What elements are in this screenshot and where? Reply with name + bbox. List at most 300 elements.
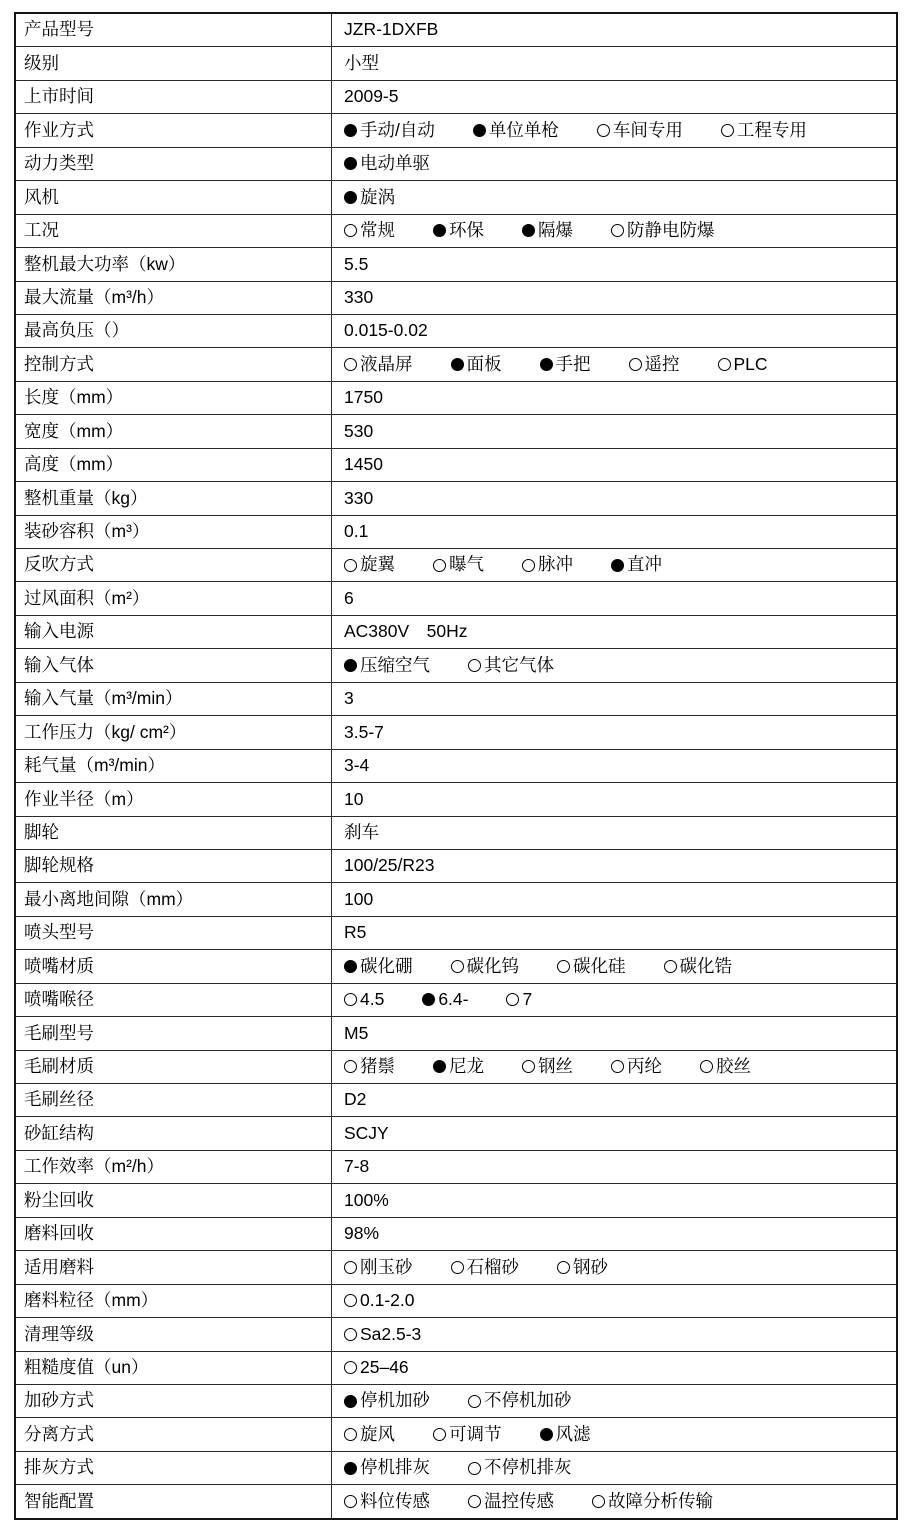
spec-option bbox=[473, 119, 559, 140]
option-text: 遥控 bbox=[644, 353, 680, 374]
spec-label: 脚轮 bbox=[16, 817, 332, 849]
radio-filled-icon bbox=[540, 1428, 553, 1441]
radio-hollow-icon bbox=[344, 993, 357, 1006]
spec-value bbox=[332, 984, 896, 1016]
spec-option bbox=[344, 1292, 414, 1310]
spec-row bbox=[16, 1218, 896, 1251]
option-text: 6 bbox=[344, 587, 354, 608]
spec-plain-value bbox=[344, 757, 369, 775]
option-text: 石榴砂 bbox=[466, 1256, 519, 1277]
radio-hollow-icon bbox=[344, 1060, 357, 1073]
radio-hollow-icon bbox=[629, 358, 642, 371]
spec-row bbox=[16, 14, 896, 47]
spec-row bbox=[16, 47, 896, 80]
spec-label: 喷嘴材质 bbox=[16, 950, 332, 982]
option-text: M5 bbox=[344, 1022, 369, 1043]
spec-option bbox=[522, 222, 573, 240]
option-text: R5 bbox=[344, 922, 367, 943]
spec-value bbox=[332, 449, 896, 481]
spec-option bbox=[468, 1392, 572, 1410]
spec-option bbox=[344, 186, 395, 207]
spec-row bbox=[16, 1151, 896, 1184]
spec-row bbox=[16, 282, 896, 315]
option-text: 曝气 bbox=[449, 554, 484, 575]
option-text: 530 bbox=[344, 420, 374, 441]
spec-value bbox=[332, 1318, 896, 1350]
spec-row bbox=[16, 114, 896, 147]
spec-plain-value bbox=[344, 487, 374, 508]
spec-value bbox=[332, 1051, 896, 1083]
spec-plain-value bbox=[344, 721, 384, 742]
spec-plain-value bbox=[344, 389, 383, 407]
spec-option bbox=[344, 1356, 409, 1377]
spec-row bbox=[16, 215, 896, 248]
option-text: Sa2.5-3 bbox=[360, 1323, 422, 1344]
spec-option bbox=[451, 1256, 520, 1277]
spec-row bbox=[16, 81, 896, 114]
option-text: 100/25/R23 bbox=[344, 855, 435, 876]
spec-row bbox=[16, 248, 896, 281]
spec-value bbox=[332, 1352, 896, 1384]
radio-hollow-icon bbox=[344, 1428, 357, 1441]
option-text: AC380V 50Hz bbox=[344, 621, 468, 642]
spec-option bbox=[433, 1423, 502, 1444]
spec-label: 输入气体 bbox=[16, 649, 332, 681]
spec-value bbox=[332, 382, 896, 414]
spec-value bbox=[332, 950, 896, 982]
radio-hollow-icon bbox=[611, 224, 624, 237]
option-text: 3.5-7 bbox=[344, 721, 384, 742]
spec-row bbox=[16, 850, 896, 883]
radio-filled-icon bbox=[344, 1395, 357, 1408]
spec-plain-value bbox=[344, 88, 399, 106]
spec-option bbox=[611, 556, 662, 574]
option-text: PLC bbox=[733, 353, 768, 374]
option-text: 单位单枪 bbox=[488, 119, 559, 140]
option-text: 钢砂 bbox=[573, 1256, 608, 1277]
spec-row bbox=[16, 1318, 896, 1351]
spec-option bbox=[629, 353, 680, 374]
radio-hollow-icon bbox=[506, 993, 519, 1006]
option-text: 丙纶 bbox=[627, 1056, 662, 1077]
spec-row bbox=[16, 1017, 896, 1050]
spec-value bbox=[332, 14, 896, 46]
radio-filled-icon bbox=[473, 124, 486, 137]
option-text: 刚玉砂 bbox=[360, 1256, 413, 1277]
spec-row bbox=[16, 148, 896, 181]
option-text: 1750 bbox=[344, 387, 383, 408]
spec-option bbox=[344, 1323, 422, 1344]
spec-value bbox=[332, 148, 896, 180]
spec-option bbox=[506, 991, 532, 1009]
spec-option bbox=[433, 556, 484, 574]
spec-value bbox=[332, 181, 896, 213]
spec-option bbox=[344, 1058, 395, 1076]
spec-plain-value bbox=[344, 1122, 389, 1143]
radio-hollow-icon bbox=[344, 559, 357, 572]
spec-option bbox=[422, 991, 468, 1009]
radio-hollow-icon bbox=[557, 960, 570, 973]
spec-value bbox=[332, 1251, 896, 1283]
radio-hollow-icon bbox=[718, 358, 731, 371]
spec-row bbox=[16, 1051, 896, 1084]
spec-row bbox=[16, 950, 896, 983]
option-text: 液晶屏 bbox=[360, 353, 413, 374]
option-text: 6.4- bbox=[438, 989, 469, 1010]
spec-label: 粉尘回收 bbox=[16, 1184, 332, 1216]
spec-plain-value bbox=[344, 52, 379, 73]
spec-label: 毛刷型号 bbox=[16, 1017, 332, 1049]
option-text: 刹车 bbox=[344, 821, 379, 842]
spec-value bbox=[332, 716, 896, 748]
spec-label: 高度（mm） bbox=[16, 449, 332, 481]
spec-row bbox=[16, 1485, 896, 1517]
spec-value bbox=[332, 315, 896, 347]
spec-plain-value bbox=[344, 286, 374, 307]
spec-label: 磨料粒径（mm） bbox=[16, 1285, 332, 1317]
spec-value bbox=[332, 1485, 896, 1517]
spec-label: 最大流量（m³/h） bbox=[16, 282, 332, 314]
spec-label: 装砂容积（m³） bbox=[16, 516, 332, 548]
spec-label: 毛刷丝径 bbox=[16, 1084, 332, 1116]
spec-label: 输入电源 bbox=[16, 616, 332, 648]
radio-hollow-icon bbox=[344, 1328, 357, 1341]
option-text: 停机排灰 bbox=[360, 1457, 430, 1478]
spec-plain-value bbox=[344, 788, 364, 809]
spec-label: 毛刷材质 bbox=[16, 1051, 332, 1083]
spec-value bbox=[332, 1017, 896, 1049]
spec-label: 工况 bbox=[16, 215, 332, 247]
spec-option bbox=[344, 556, 395, 574]
spec-option bbox=[344, 1423, 395, 1444]
spec-value bbox=[332, 683, 896, 715]
spec-row bbox=[16, 549, 896, 582]
option-text: 不停机排灰 bbox=[484, 1457, 572, 1478]
option-text: 3 bbox=[344, 688, 354, 709]
radio-hollow-icon bbox=[344, 1294, 357, 1307]
spec-option bbox=[451, 955, 520, 976]
radio-hollow-icon bbox=[721, 124, 734, 137]
spec-value bbox=[332, 783, 896, 815]
spec-value bbox=[332, 248, 896, 280]
option-text: 压缩空气 bbox=[360, 654, 430, 675]
option-text: JZR-1DXFB bbox=[344, 19, 439, 40]
spec-option bbox=[468, 1459, 572, 1477]
spec-row bbox=[16, 1184, 896, 1217]
spec-label: 产品型号 bbox=[16, 14, 332, 46]
radio-hollow-icon bbox=[557, 1261, 570, 1274]
spec-value bbox=[332, 1151, 896, 1183]
radio-hollow-icon bbox=[522, 1060, 535, 1073]
spec-label: 控制方式 bbox=[16, 348, 332, 380]
radio-filled-icon bbox=[611, 559, 624, 572]
option-text: 车间专用 bbox=[612, 119, 683, 140]
spec-plain-value bbox=[344, 821, 379, 842]
spec-row bbox=[16, 1385, 896, 1418]
spec-value bbox=[332, 582, 896, 614]
spec-label: 磨料回收 bbox=[16, 1218, 332, 1250]
spec-row bbox=[16, 616, 896, 649]
spec-value bbox=[332, 1218, 896, 1250]
spec-row bbox=[16, 1285, 896, 1318]
spec-row bbox=[16, 984, 896, 1017]
spec-label: 宽度（mm） bbox=[16, 415, 332, 447]
spec-option bbox=[664, 955, 733, 976]
spec-label: 喷头型号 bbox=[16, 917, 332, 949]
radio-hollow-icon bbox=[700, 1060, 713, 1073]
spec-label: 喷嘴喉径 bbox=[16, 984, 332, 1016]
option-text: 100% bbox=[344, 1189, 389, 1210]
spec-label: 作业半径（m） bbox=[16, 783, 332, 815]
radio-filled-icon bbox=[344, 1462, 357, 1475]
spec-plain-value bbox=[344, 1158, 369, 1176]
spec-plain-value bbox=[344, 587, 354, 608]
option-text: 隔爆 bbox=[538, 220, 573, 241]
spec-value bbox=[332, 1184, 896, 1216]
spec-option bbox=[344, 353, 413, 374]
radio-hollow-icon bbox=[468, 1395, 481, 1408]
option-text: 3-4 bbox=[344, 755, 370, 776]
spec-value bbox=[332, 917, 896, 949]
spec-row bbox=[16, 783, 896, 816]
radio-hollow-icon bbox=[344, 1495, 357, 1508]
option-text: 旋翼 bbox=[360, 554, 395, 575]
radio-filled-icon bbox=[344, 960, 357, 973]
spec-value bbox=[332, 1452, 896, 1484]
spec-value bbox=[332, 649, 896, 681]
radio-filled-icon bbox=[344, 157, 357, 170]
spec-row bbox=[16, 1084, 896, 1117]
option-text: 故障分析传输 bbox=[608, 1490, 713, 1511]
spec-label: 清理等级 bbox=[16, 1318, 332, 1350]
spec-plain-value bbox=[344, 1091, 366, 1109]
spec-label: 风机 bbox=[16, 181, 332, 213]
spec-row bbox=[16, 348, 896, 381]
option-text: 面板 bbox=[466, 353, 502, 374]
spec-option bbox=[540, 1423, 591, 1444]
spec-option bbox=[344, 155, 430, 173]
spec-option bbox=[721, 119, 807, 140]
spec-value bbox=[332, 850, 896, 882]
option-text: 0.1 bbox=[344, 521, 369, 542]
spec-option bbox=[700, 1058, 751, 1076]
spec-option bbox=[344, 1392, 430, 1410]
radio-hollow-icon bbox=[433, 559, 446, 572]
spec-option bbox=[468, 654, 554, 675]
radio-hollow-icon bbox=[344, 1261, 357, 1274]
option-text: 碳化锆 bbox=[679, 955, 732, 976]
option-text: 0.015-0.02 bbox=[344, 320, 428, 341]
radio-hollow-icon bbox=[592, 1495, 605, 1508]
radio-filled-icon bbox=[344, 124, 357, 137]
spec-option bbox=[718, 353, 768, 374]
option-text: 旋风 bbox=[360, 1423, 395, 1444]
option-text: 直冲 bbox=[627, 554, 662, 575]
spec-option bbox=[344, 654, 430, 675]
spec-option bbox=[522, 1058, 573, 1076]
spec-label: 分离方式 bbox=[16, 1418, 332, 1450]
spec-row bbox=[16, 1251, 896, 1284]
option-text: 可调节 bbox=[449, 1423, 502, 1444]
spec-row bbox=[16, 516, 896, 549]
spec-label: 排灰方式 bbox=[16, 1452, 332, 1484]
option-text: 料位传感 bbox=[360, 1490, 430, 1511]
spec-label: 加砂方式 bbox=[16, 1385, 332, 1417]
spec-label: 过风面积（m²） bbox=[16, 582, 332, 614]
spec-row bbox=[16, 482, 896, 515]
spec-value bbox=[332, 348, 896, 380]
spec-option bbox=[344, 222, 395, 240]
option-text: 100 bbox=[344, 888, 374, 909]
spec-option bbox=[344, 991, 384, 1009]
spec-option bbox=[522, 556, 573, 574]
spec-label: 级别 bbox=[16, 47, 332, 79]
spec-row bbox=[16, 1117, 896, 1150]
spec-value bbox=[332, 1084, 896, 1116]
spec-value bbox=[332, 817, 896, 849]
spec-plain-value bbox=[344, 21, 438, 39]
spec-option bbox=[557, 955, 626, 976]
spec-option bbox=[344, 955, 413, 976]
option-text: 停机加砂 bbox=[360, 1390, 430, 1411]
spec-row bbox=[16, 181, 896, 214]
spec-label: 工作压力（kg/ cm²） bbox=[16, 716, 332, 748]
spec-option bbox=[433, 1058, 484, 1076]
spec-option bbox=[592, 1490, 713, 1511]
spec-row bbox=[16, 449, 896, 482]
option-text: 手动/自动 bbox=[360, 119, 435, 140]
option-text: 7 bbox=[522, 989, 533, 1010]
option-text: 温控传感 bbox=[484, 1490, 554, 1511]
spec-value bbox=[332, 549, 896, 581]
spec-label: 砂缸结构 bbox=[16, 1117, 332, 1149]
spec-plain-value bbox=[344, 1022, 369, 1043]
radio-hollow-icon bbox=[451, 1261, 464, 1274]
option-text: 碳化硅 bbox=[573, 955, 626, 976]
spec-value bbox=[332, 1285, 896, 1317]
radio-filled-icon bbox=[344, 191, 357, 204]
spec-row bbox=[16, 382, 896, 415]
option-text: 10 bbox=[344, 788, 364, 809]
spec-row bbox=[16, 817, 896, 850]
radio-hollow-icon bbox=[344, 358, 357, 371]
spec-option bbox=[451, 353, 502, 374]
radio-filled-icon bbox=[433, 224, 446, 237]
spec-option bbox=[611, 222, 715, 240]
option-text: 5.5 bbox=[344, 253, 369, 274]
spec-label: 智能配置 bbox=[16, 1485, 332, 1517]
option-text: 98% bbox=[344, 1223, 380, 1244]
radio-filled-icon bbox=[451, 358, 464, 371]
spec-value bbox=[332, 215, 896, 247]
radio-hollow-icon bbox=[597, 124, 610, 137]
radio-filled-icon bbox=[433, 1060, 446, 1073]
radio-filled-icon bbox=[344, 659, 357, 672]
option-text: 钢丝 bbox=[538, 1056, 573, 1077]
option-text: 碳化硼 bbox=[360, 955, 413, 976]
spec-option bbox=[611, 1058, 662, 1076]
spec-plain-value bbox=[344, 623, 468, 641]
spec-label: 耗气量（m³/min） bbox=[16, 750, 332, 782]
spec-label: 输入气量（m³/min） bbox=[16, 683, 332, 715]
spec-label: 反吹方式 bbox=[16, 549, 332, 581]
option-text: 7-8 bbox=[344, 1156, 370, 1177]
spec-plain-value bbox=[344, 456, 383, 474]
option-text: 脉冲 bbox=[538, 554, 573, 575]
spec-label: 脚轮规格 bbox=[16, 850, 332, 882]
spec-plain-value bbox=[344, 888, 374, 909]
spec-label: 工作效率（m²/h） bbox=[16, 1151, 332, 1183]
spec-row bbox=[16, 315, 896, 348]
spec-option bbox=[557, 1256, 608, 1277]
spec-value bbox=[332, 1418, 896, 1450]
option-text: 不停机加砂 bbox=[484, 1390, 572, 1411]
option-text: 环保 bbox=[449, 220, 484, 241]
option-text: 胶丝 bbox=[716, 1056, 751, 1077]
spec-value bbox=[332, 516, 896, 548]
spec-label: 整机最大功率（kw） bbox=[16, 248, 332, 280]
spec-label: 作业方式 bbox=[16, 114, 332, 146]
spec-value bbox=[332, 750, 896, 782]
radio-hollow-icon bbox=[522, 559, 535, 572]
option-text: 猪鬃 bbox=[360, 1056, 395, 1077]
spec-row bbox=[16, 883, 896, 916]
spec-label: 粗糙度值（un） bbox=[16, 1352, 332, 1384]
option-text: 风滤 bbox=[555, 1423, 591, 1444]
option-text: 0.1-2.0 bbox=[360, 1290, 415, 1311]
spec-row bbox=[16, 683, 896, 716]
spec-label: 最小离地间隙（mm） bbox=[16, 883, 332, 915]
option-text: 防静电防爆 bbox=[627, 220, 715, 241]
radio-hollow-icon bbox=[344, 224, 357, 237]
spec-label: 动力类型 bbox=[16, 148, 332, 180]
option-text: 25–46 bbox=[360, 1356, 409, 1377]
spec-value bbox=[332, 482, 896, 514]
option-text: 工程专用 bbox=[736, 119, 807, 140]
spec-option bbox=[344, 1256, 413, 1277]
spec-plain-value bbox=[344, 420, 374, 441]
option-text: 常规 bbox=[360, 220, 395, 241]
spec-plain-value bbox=[344, 690, 354, 708]
radio-hollow-icon bbox=[468, 1462, 481, 1475]
spec-label: 长度（mm） bbox=[16, 382, 332, 414]
spec-value bbox=[332, 282, 896, 314]
option-text: 其它气体 bbox=[484, 654, 554, 675]
spec-option bbox=[433, 222, 484, 240]
option-text: 手把 bbox=[555, 353, 591, 374]
option-text: 2009-5 bbox=[344, 86, 399, 107]
spec-option bbox=[540, 353, 591, 374]
option-text: 小型 bbox=[344, 52, 379, 73]
spec-option bbox=[597, 119, 683, 140]
radio-hollow-icon bbox=[344, 1361, 357, 1374]
spec-value bbox=[332, 415, 896, 447]
spec-row bbox=[16, 716, 896, 749]
option-text: 电动单驱 bbox=[360, 153, 430, 174]
option-text: 1450 bbox=[344, 454, 383, 475]
spec-plain-value bbox=[344, 924, 366, 942]
radio-hollow-icon bbox=[611, 1060, 624, 1073]
radio-hollow-icon bbox=[433, 1428, 446, 1441]
spec-plain-value bbox=[344, 1225, 379, 1243]
option-text: SCJY bbox=[344, 1122, 389, 1143]
spec-plain-value bbox=[344, 253, 369, 274]
spec-option bbox=[344, 1490, 430, 1511]
spec-value bbox=[332, 47, 896, 79]
radio-hollow-icon bbox=[664, 960, 677, 973]
spec-value bbox=[332, 114, 896, 146]
radio-hollow-icon bbox=[468, 659, 481, 672]
